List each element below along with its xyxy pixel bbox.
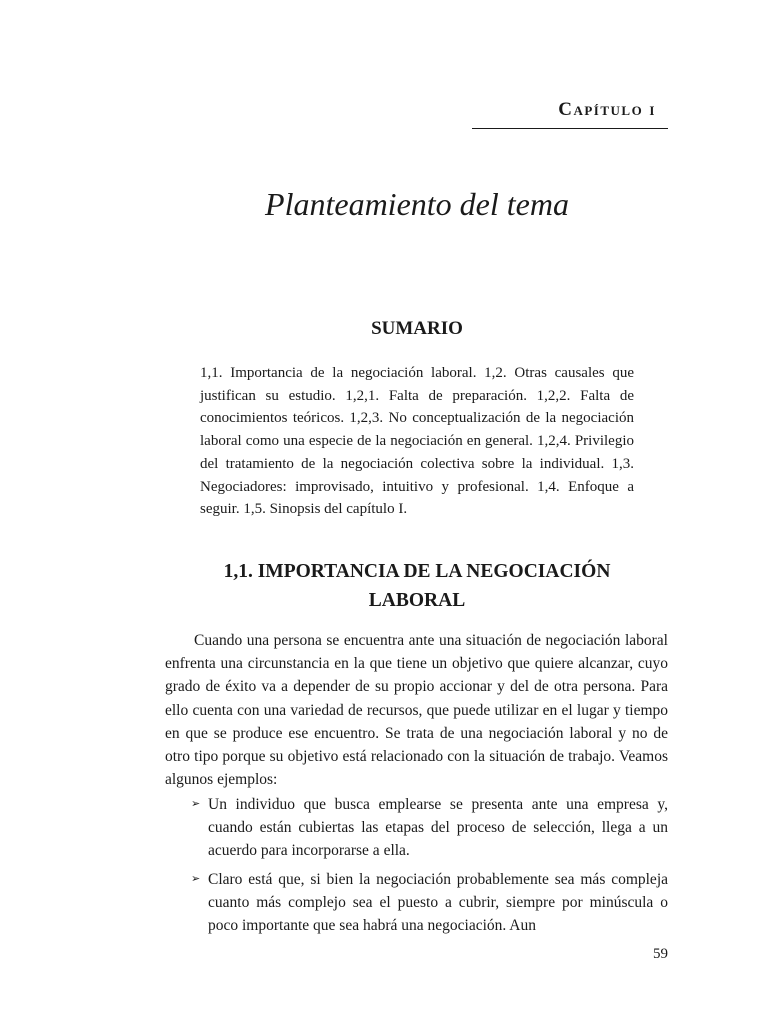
body-paragraph: Cuando una persona se encuentra ante una situación de negociación laboral enfrenta una circunstancia en la que tiene un objetivo que quiere alcanzar, cuyo grado de éxito va a depender de su propio accionar y del de otra persona. Para ello cuenta con una variedad de recursos, que puede utilizar en el lugar y tiempo en que se produce ese encuentro. Se trata de una negociación laboral y no de otro tipo porque su objetivo está relacionado con la situación de trabajo. Veamos algunos ejemplos:	[165, 632, 668, 789]
section-heading	[0, 557, 768, 615]
arrow-bullet-icon: ➢	[191, 873, 201, 885]
sumario-heading: SUMARIO	[371, 318, 463, 339]
bullet-item	[191, 868, 668, 938]
arrow-bullet-icon: ➢	[191, 798, 201, 810]
chapter-rule	[472, 128, 668, 129]
chapter-label: Capítulo i	[558, 99, 656, 120]
page-number: 59	[653, 946, 668, 962]
chapter-title: Planteamiento del tema	[265, 186, 569, 222]
section-heading-line-1: 1,1. IMPORTANCIA DE LA NEGOCIACIÓN	[223, 561, 611, 582]
bullet-text: Un individuo que busca emplearse se presenta ante una empresa y, cuando están cubiertas las etapas del proceso de selección, llega a un acuerdo para incorporarse a ella.	[208, 796, 668, 860]
bullet-item	[191, 793, 668, 863]
section-heading-line-2: LABORAL	[368, 590, 466, 611]
bullet-text: Claro está que, si bien la negociación probablemente sea más compleja cuanto más complejo sea el puesto a cubrir, siempre por minúscula o poco importante que sea habrá una negociación. Aun	[208, 871, 668, 935]
sumario-text: 1,1. Importancia de la negociación laboral. 1,2. Otras causales que justifican su estudio. 1,2,1. Falta de preparación. 1,2,2. Falta de conocimientos teóricos. 1,2,3. No conceptualización de la negociación laboral como una especie de la negociación en general. 1,2,4. Privilegio del tratamiento de la negociación colectiva sobre la individual. 1,3. Negociadores: improvisado, intuitivo y profesional. 1,4. Enfoque a seguir. 1,5. Sinopsis del capítulo I.	[200, 365, 634, 518]
